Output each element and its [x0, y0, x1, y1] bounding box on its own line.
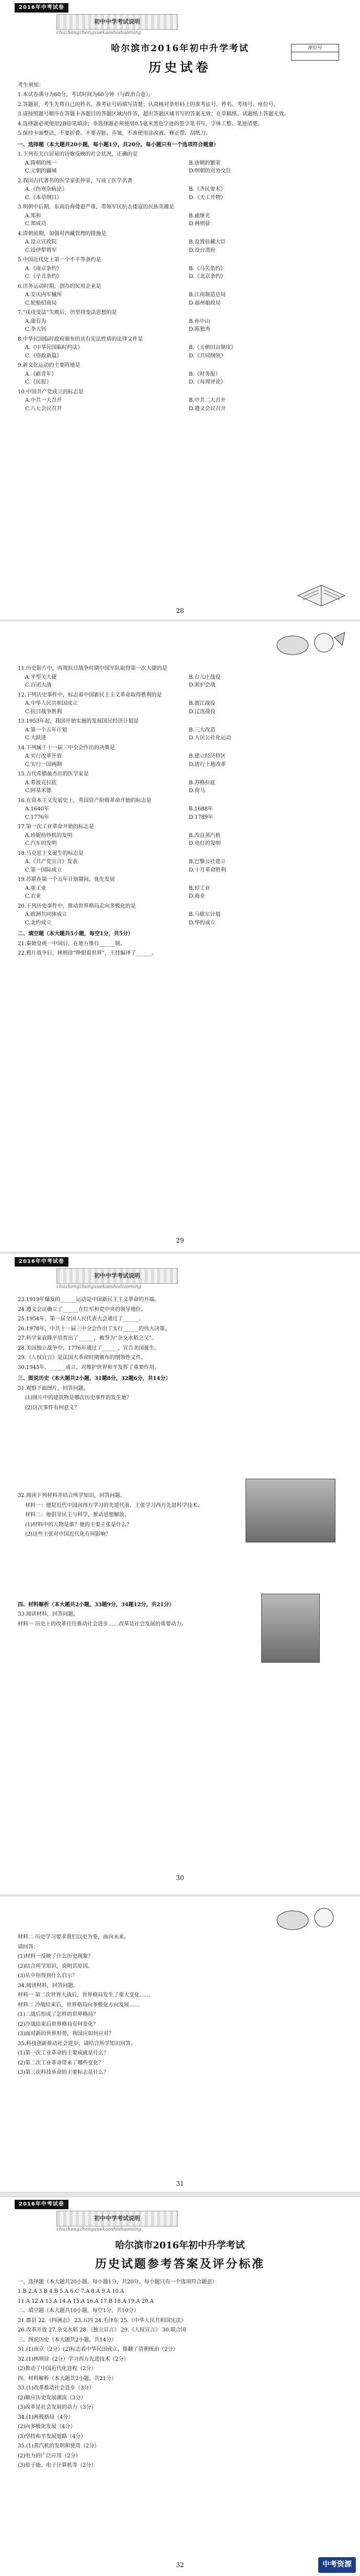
- option: C.汽车的发明: [25, 841, 57, 846]
- option: C.李大钊: [25, 327, 47, 333]
- option: C.《资政新篇》: [25, 353, 62, 359]
- sub-question: (2)这些主张对中国近代化有何影响？: [25, 1531, 111, 1537]
- question-options: [25, 805, 342, 821]
- option: A.重工业: [25, 885, 47, 891]
- option: B.马歇尔计划: [189, 912, 221, 918]
- page-1-content: [18, 42, 342, 414]
- option: A.中华人民共和国成立: [25, 701, 78, 706]
- sub-question: (1)图片中的建筑物是哪次历史事件的发生地？: [25, 1395, 132, 1401]
- question-text: 16.在资本主义发展史上，英国资产阶级革命开始的标志是: [18, 797, 152, 804]
- option: C.阿基米德: [25, 788, 52, 794]
- header-tag: 2016年中考试卷: [15, 2200, 68, 2209]
- answer-line: 35.(1)蒸汽机的发明和使用（2分）: [18, 2443, 100, 2450]
- question-options: [25, 858, 342, 874]
- answer-line: 32.(1)林则徐（2分）学习西方先进技术（2分）: [18, 2356, 129, 2362]
- question-32: 32.阅读下列材料并结合所学知识，回答问题。: [18, 1493, 125, 1499]
- question-options: [25, 291, 342, 307]
- option: A.《中华民国临时约法》: [25, 345, 83, 351]
- question-options: [25, 265, 342, 281]
- option: C.抗日战争胜利: [25, 709, 62, 715]
- option: B.巴黎公社建立: [189, 859, 226, 865]
- answer-key: [18, 2236, 342, 2471]
- option: D.福州船政局: [189, 300, 221, 306]
- question-text: 6.洋务运动时期，创办的民用企业是: [18, 283, 101, 289]
- answer-line: (3)原子能、电子计算机等（2分）: [18, 2463, 97, 2469]
- option: A.实行改革开放: [25, 753, 62, 759]
- historic-building-photo: [246, 1479, 335, 1542]
- question-text: 14.下列属于十一届三中全会作出的决策是: [18, 745, 115, 751]
- question-options: [25, 726, 342, 742]
- section-heading: 三、图说历史（本大题共2小题，31题8分，32题6分，共14分）: [18, 1376, 171, 1382]
- question-options: [25, 318, 342, 334]
- option: C.北约成立: [25, 920, 52, 926]
- fill-question: 22.鸦片战争后，林则徐“睁眼看世界”，主持编译了______。: [18, 950, 157, 956]
- question-33-text: 材料一 历史上的改革往往推动社会进步……改革是社会发展的重要动力。: [18, 1621, 187, 1627]
- fill-question: 26.1978年，中共十一届三中全会作出了实行______的伟大决策。: [18, 1326, 170, 1332]
- option: D.淞沪会战: [189, 682, 216, 688]
- question-options: [25, 212, 342, 228]
- note-line: 考生须知：: [18, 82, 44, 88]
- answer-line: 四、材料解析（本大题共2小题，共21分）: [18, 2375, 117, 2382]
- watermark-logo: 中考资源: [318, 2557, 356, 2573]
- question-line: (2)冷战结束后世界格局有何变化？: [18, 2021, 99, 2027]
- option: B.《时务报》: [189, 371, 221, 377]
- option: B.苏格拉底: [189, 780, 216, 786]
- option: A.康有为: [25, 318, 47, 324]
- header-subtitle: chuzhongzhongxuekaoshishuoming: [56, 30, 141, 36]
- page-2-content: [18, 664, 342, 959]
- option: D.《共同纲领》: [189, 353, 226, 359]
- option: D.陈独秀: [189, 327, 211, 333]
- option: A.希波克拉底: [25, 780, 57, 786]
- option: B.台儿庄战役: [189, 674, 221, 680]
- answer-subtitle: 历史试题参考答案及评分标准: [95, 2257, 265, 2271]
- option: A.《新青年》: [25, 371, 57, 377]
- answer-line: 二、填空题（本大题共10小题，每空1分，共10分）: [18, 2308, 139, 2314]
- question-32-items: [25, 1502, 245, 1539]
- option: C.郑成功: [25, 221, 47, 227]
- question-text: 3.明朝中后期，东南沿海倭患严重，带领军民抗击倭寇的民族英雄是: [18, 204, 175, 211]
- option: D.林则徐: [189, 221, 211, 227]
- portrait-photo: [261, 1594, 320, 1663]
- option: A.《南京条约》: [25, 265, 62, 272]
- option: B.中共二大召开: [189, 398, 226, 404]
- option: D.华约成立: [189, 920, 216, 926]
- question-line: 材料二 历史学习要求我们以史为鉴，面向未来。: [18, 1934, 130, 1940]
- answer-list: [18, 2278, 342, 2470]
- question-text: 19.苏联在第一个五年计划期间，优先发展: [18, 877, 115, 883]
- question-line: 请回答：: [18, 1944, 39, 1950]
- cartoon-decoration-icon: [272, 1902, 350, 1933]
- question-line: (2)结合所学知识，说明其原因。: [18, 1963, 94, 1969]
- header-banner: 初中中学考试说明: [56, 1268, 178, 1284]
- question-line: 材料一 第二次世界大战后，世界格局发生了重大变化……: [18, 1992, 150, 1998]
- answer-line: (2)推动了中国近代化进程（2分）: [18, 2366, 97, 2372]
- option: B.唐朝的繁荣: [189, 160, 221, 166]
- option: C.《民报》: [25, 379, 52, 386]
- fill-question: 24.遵义会议确立了______在红军和党中央的领导地位。: [18, 1306, 146, 1313]
- option: B.渡江战役: [189, 701, 216, 706]
- page-separator: [0, 2192, 360, 2197]
- question-options: [25, 344, 342, 360]
- cartoon-decoration-icon: [272, 627, 350, 658]
- question-list: [18, 150, 342, 413]
- answer-line: (2)电力的广泛应用（2分）: [18, 2453, 81, 2459]
- option: B.1688年: [189, 806, 213, 812]
- page-number: 30: [176, 1874, 184, 1882]
- question-line: (2)第二次工业革命带来了哪些变化？: [18, 2060, 104, 2066]
- option: B.戚继光: [189, 213, 211, 219]
- page-number: 28: [176, 607, 184, 614]
- option: C.《本草纲目》: [25, 194, 62, 201]
- exam-page-2: [0, 622, 360, 1254]
- option: D.进行土地改革: [189, 761, 226, 768]
- option: A.安庆内军械所: [25, 292, 62, 298]
- option: C.百团大战: [25, 682, 52, 688]
- option: D.人民公社化运动: [189, 735, 231, 741]
- note-line: 4.选择题必须使用2B铅笔填涂；非选择题必须使用0.5毫米黑色字迹的签字笔书写，字体工整、笔迹清楚。: [18, 121, 263, 127]
- question-options: [25, 700, 342, 716]
- answer-line: (3)坚持和平发展道路（4分）: [18, 2433, 86, 2440]
- option: A.隋朝的统一: [25, 160, 57, 166]
- question-text: 2.我国古代著名的医学家张仲景，写成了医学名著: [18, 178, 133, 184]
- question-line: (1)第一次工业革命的主要成就是什么？: [18, 2050, 109, 2056]
- question-text: 15.古代希腊最杰出的医学家是: [18, 771, 89, 777]
- option: C.《辛丑条约》: [25, 274, 62, 280]
- question-text: 5.中国近代史上第一个不平等条约是: [18, 257, 101, 263]
- option: A.设立宣政院: [25, 239, 57, 246]
- question-line: (3)面对新的世界形势，我国应如何应对？: [18, 2031, 114, 2037]
- page-3-content: [18, 1296, 342, 1630]
- answer-line: 三、图说历史（本大题共2小题，共14分）: [18, 2337, 117, 2343]
- fill-question: 25.1954年，第一届全国人民代表大会通过了______。: [18, 1316, 144, 1322]
- question-line: 35.科技创新推动社会进步，请结合所学知识回答。: [18, 2040, 136, 2047]
- question-list: [18, 1933, 342, 2077]
- question-options: [25, 832, 342, 848]
- option: C.第一国际成立: [25, 867, 62, 873]
- fill-list: [18, 1296, 342, 1372]
- note-line: 1.本试卷满分为60分，考试时间为60分钟（与政治合卷）。: [18, 92, 154, 98]
- answer-line: (3)改革是社会发展的动力（3分）: [18, 2405, 97, 2411]
- question-options: [25, 159, 342, 176]
- question-text: 10.中国共产党成立的标志是: [18, 389, 84, 395]
- sub-question: (1)材料中的人物是谁？他的主要主张是什么？: [25, 1522, 132, 1528]
- question-options: [25, 397, 342, 413]
- header-subtitle: chuzhongzhongxuekaoshishuoming: [56, 2226, 141, 2232]
- option: A.《伤寒杂病论》: [25, 187, 67, 193]
- option: B.《马关条约》: [189, 265, 226, 272]
- option: C.元朝的疆域: [25, 168, 57, 175]
- question-options: [25, 911, 342, 927]
- note-line: 2.答题前，考生先将自己的姓名、准考证号码填写清楚；认真核对条形码上的准考证号、姓名、考场号、座位号。: [18, 101, 279, 108]
- header-tag: 2016年中考试卷: [15, 1257, 68, 1267]
- answer-line: 33.(1)改革推动社会进步（3分）: [18, 2385, 95, 2392]
- option: C.1776年: [25, 814, 49, 820]
- answer-line: 26.改革开放 27.杂交水稻 28.《独立宣言》 29.《人权宣言》 30.联合国: [18, 2327, 187, 2334]
- section-heading: 二、填空题（本大题共5小题，每空1分，共5分）: [18, 931, 133, 937]
- question-line: 材料二 冷战结束后，世界格局向多极化方向发展……: [18, 2002, 140, 2008]
- question-33: 33.阅读材料，回答问题。: [18, 1611, 78, 1617]
- question-text: 11.历史影片中，再现抗日战争时期中国军队取得第一次大捷的是: [18, 666, 167, 671]
- question-text: 13.1953年起，我国开始实施的发展国民经济计划是: [18, 718, 139, 724]
- option: C.轮船招商局: [25, 300, 57, 306]
- option: D.辽沈战役: [189, 709, 216, 715]
- header-banner: 初中中学考试说明: [56, 2211, 178, 2226]
- exam-title: 哈尔滨市2016年初中升学考试: [111, 43, 249, 54]
- option: B.改良蒸汽机: [189, 832, 221, 839]
- option: C.农业: [25, 894, 41, 899]
- fill-question: 28.美国独立战争中，1776年通过了______，宣告美国诞生。: [18, 1345, 160, 1351]
- question-text: 12.下列历史事件中，标志着中国新民主主义革命取得胜利的是: [18, 692, 162, 698]
- option: D.1789年: [189, 814, 213, 820]
- seat-number-box: 座位号: [291, 44, 339, 61]
- option: B.轻工业: [189, 885, 211, 891]
- option: D.电灯的发明: [189, 841, 221, 846]
- page-header: [15, 2200, 345, 2231]
- answer-line: 21.郡县 22.《四洲志》 23.五四 24.毛泽东 25.《中华人民共和国宪法》: [18, 2317, 187, 2324]
- option: B.江南制造总局: [189, 292, 226, 298]
- page-4-content: [18, 1933, 342, 2079]
- option: D.《每周评论》: [189, 379, 226, 386]
- option: B.孙中山: [189, 318, 211, 324]
- fill-question: 29.《人权宣言》是法国大革命时期颁布的纲领性文件。: [18, 1355, 146, 1361]
- page-number: 29: [176, 1237, 184, 1244]
- section-heading: 四、材料解析（本大题共2小题，33题9分，34题12分，共21分）: [18, 1602, 175, 1608]
- answer-line: (2)向多极化发展（4分）: [18, 2424, 76, 2430]
- option: D.《北京条约》: [189, 274, 226, 280]
- fill-question: 30.1945年，______成立，对维护世界和平发挥了重要作用。: [18, 1364, 160, 1371]
- question-options: [25, 370, 342, 387]
- question-options: [25, 885, 342, 901]
- question-line: (3)第三次科技革命的主要标志是什么？: [18, 2070, 109, 2075]
- answer-title: 哈尔滨市2016年初中升学考试: [115, 2240, 245, 2251]
- question-options: [25, 752, 342, 769]
- option: D.荷马: [189, 788, 205, 794]
- question-options: [25, 185, 342, 202]
- question-text: 9.新文化运动的主要阵地是: [18, 363, 80, 369]
- exam-page-3: [0, 1254, 360, 1897]
- option: A.珍妮纺纱机的发明: [25, 832, 73, 839]
- option: D.《天工开物》: [189, 194, 226, 201]
- option: A.平型关大捷: [25, 674, 57, 680]
- sub-question: 材料一：他是近代中国向西方学习的先进代表，主张学习西方先进科学技术。: [25, 1502, 203, 1509]
- page-number: 32: [176, 2561, 184, 2569]
- header-tag: 2016年中考试卷: [15, 3, 68, 13]
- answer-line: 11.A 12.A 13.A 14.A 15.A 16.A 17.B 18.A 19.A 20.A: [18, 2298, 154, 2304]
- option: D.遵义会议召开: [189, 405, 226, 412]
- option: C.大跃进: [25, 735, 47, 741]
- option: C.八七会议召开: [25, 405, 62, 412]
- fill-question: 23.1919年爆发的______运动是中国新民主主义革命的开端。: [18, 1297, 160, 1303]
- question-31-items: [25, 1394, 342, 1412]
- option: A.1640年: [25, 806, 49, 812]
- option: B.《齐民要术》: [189, 187, 226, 193]
- book-illustration-icon: [293, 575, 350, 611]
- question-line: (3)从中你得到什么启示？: [18, 1973, 78, 1979]
- answer-line: 34.(1)两极格局（4分）: [18, 2414, 74, 2420]
- fill-question: 21.秦始皇统一中国后，在地方推行______制。: [18, 941, 125, 947]
- exam-page-1: [0, 0, 360, 622]
- question-options: [25, 674, 342, 690]
- option: C.设伊犁将军: [25, 247, 57, 253]
- question-options: [25, 779, 342, 795]
- option: B.三大改造: [189, 727, 216, 733]
- section-heading: 一、选择题（本大题共20小题，每小题1分，共20分。每小题只有一个选项符合题意）: [18, 142, 219, 148]
- question-list: [18, 665, 342, 927]
- question-line: (1)材料一反映了什么历史现象？: [18, 1954, 94, 1959]
- option: D.十月革命胜利: [189, 867, 226, 873]
- question-line: (1)二战后形成了怎样的世界格局？: [18, 2012, 99, 2017]
- exam-notes: [18, 82, 342, 138]
- question-text: 20.下列历史事件中，推动世界格局走向多极化的是: [18, 903, 136, 909]
- sub-question: 材料二：他倡导民主与科学，推动思想解放。: [25, 1512, 130, 1518]
- option: A.中共一大召开: [25, 398, 62, 404]
- question-options: [25, 238, 342, 254]
- question-text: 18.马克思主义诞生的标志是: [18, 850, 84, 856]
- option: A.《共产党宣言》发表: [25, 859, 78, 865]
- option: A.郑和: [25, 213, 41, 219]
- fill-question: 27.科学家袁隆平培育出了______，被誉为“杂交水稻之父”。: [18, 1336, 157, 1341]
- fill-list: [18, 940, 342, 958]
- question-text: 4.清朝前期，加强对西藏管理的措施是: [18, 230, 107, 237]
- option: B.建立经济特区: [189, 753, 226, 759]
- question-text: 1.下列有关白居易的诗歌反映的社会状况，正确的是: [18, 152, 138, 158]
- page-header: [15, 3, 345, 34]
- answer-line: 一、选择题（本大题共20小题，每小题1分，共20分。每小题只有一个选项符合题意）: [18, 2279, 217, 2285]
- question-text: 7.“戊戌变法”失败后，仍坚持变法思想的是: [18, 310, 117, 316]
- option: C.实行一国两制: [25, 761, 62, 768]
- option: B.设置驻藏大臣: [189, 239, 226, 246]
- answer-line: 1.B 2.A 3.B 4.B 5.A 6.C 7.A 8.A 9.A 10.A: [18, 2289, 124, 2295]
- page-header: [15, 1257, 345, 1289]
- question-31: 31.观察下面图片，回答问题。: [18, 1385, 89, 1391]
- header-banner: 初中中学考试说明: [56, 14, 178, 30]
- question-text: 8.中华民国临时政府颁布的具有宪法性质的法律文件是: [18, 336, 143, 342]
- option: B.《天朝田亩制度》: [189, 345, 237, 351]
- option: A.第一个五年计划: [25, 727, 67, 733]
- exam-subject-title: 历史试卷: [148, 60, 212, 75]
- option: A.欧洲共同体成立: [25, 912, 67, 918]
- question-text: 17.第一次工业革命开始的标志是: [18, 824, 94, 830]
- option: D.明朝的对外交往: [189, 168, 231, 175]
- note-line: 3.请按照题号顺序在答题卡各题目的答题区域内作答，超出答题区域书写的答案无效；在草稿纸、试题纸上答题无效。: [18, 111, 289, 118]
- exam-page-4: [0, 1897, 360, 2576]
- note-line: 5.保持卡面整洁，不要折叠、不要弄脏、弄皱，不准使用涂改液、修正带、刮纸刀。: [18, 131, 211, 137]
- sub-question: (2)这次事件有何意义？: [25, 1405, 80, 1411]
- answer-line: 31.(1)南京（2分）(2)标志着中华民国成立，推翻了清朝统治（2分）: [18, 2347, 178, 2353]
- answer-line: (2)顺应历史发展潮流（3分）: [18, 2395, 86, 2401]
- header-subtitle: chuzhongzhongxuekaoshishuoming: [56, 1284, 141, 1290]
- option: D.商业: [189, 894, 205, 899]
- option: D.设台湾府: [189, 247, 216, 253]
- page-number: 31: [176, 2180, 184, 2187]
- question-line: 34.阅读材料，回答问题。: [18, 1982, 78, 1989]
